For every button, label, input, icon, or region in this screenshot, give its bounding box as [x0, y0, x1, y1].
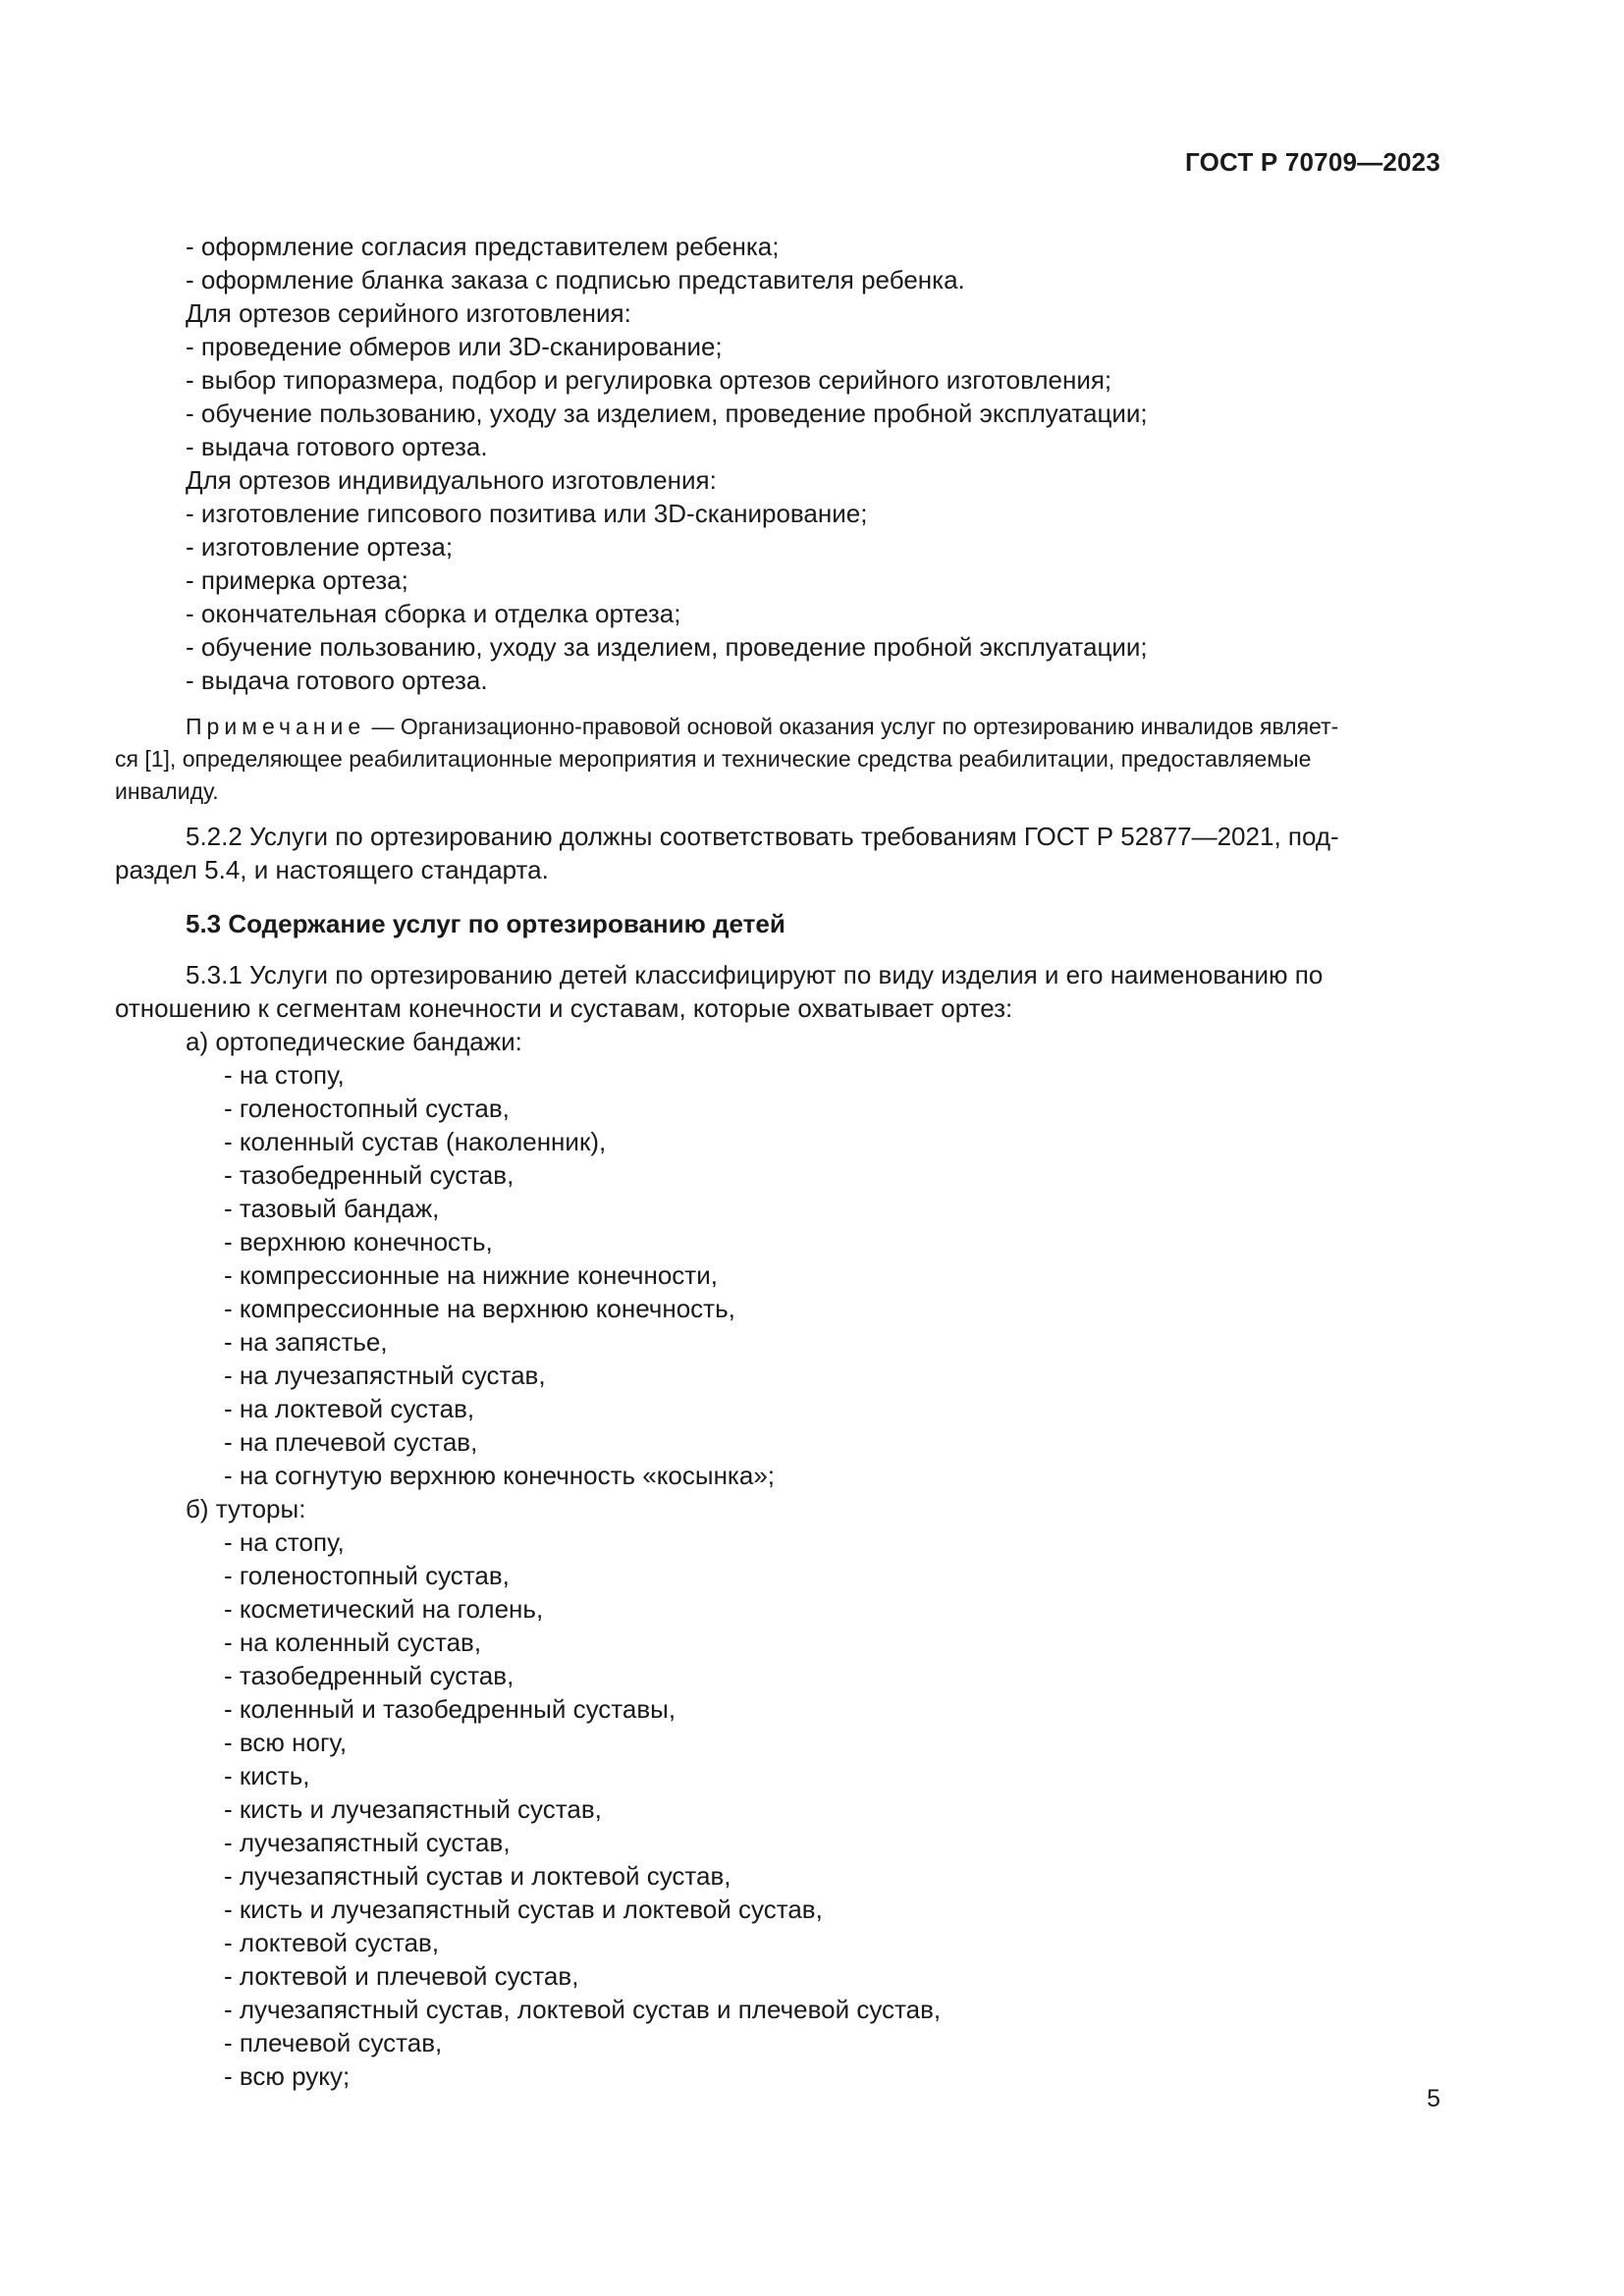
list-subheading: Для ортезов индивидуального изготовления:: [186, 465, 717, 495]
list-item: - тазовый бандаж,: [224, 1194, 440, 1223]
list-item: - лучезапястный сустав, локтевой сустав и плечевой сустав,: [224, 1995, 942, 2024]
list-item: - выбор типоразмера, подбор и регулировка ортезов серийного изготовления;: [186, 365, 1112, 395]
list-item: - окончательная сборка и отделка ортеза;: [186, 599, 681, 628]
note-text: инвалиду.: [115, 778, 219, 804]
list-subheading: Для ортезов серийного изготовления:: [186, 298, 631, 328]
paragraph-5-3-1: 5.3.1 Услуги по ортезированию детей классифицируют по виду изделия и его наименованию по: [186, 960, 1324, 989]
section-heading-5-3: 5.3 Содержание услуг по ортезированию детей: [186, 909, 785, 938]
list-item: - обучение пользованию, уходу за изделием, проведение пробной эксплуатации;: [186, 399, 1148, 428]
group-b-title: б) туторы:: [186, 1494, 306, 1523]
list-item: - примерка ортеза;: [186, 565, 408, 595]
list-item: - лучезапястный сустав и локтевой сустав,: [224, 1861, 731, 1891]
list-item: - выдача готового ортеза.: [186, 666, 488, 695]
list-item: - на стопу,: [224, 1060, 345, 1090]
page-number: 5: [1427, 2085, 1440, 2112]
list-item: - кисть,: [224, 1761, 310, 1790]
list-item: - компрессионные на нижние конечности,: [224, 1260, 718, 1290]
list-item: - локтевой и плечевой сустав,: [224, 1961, 579, 1991]
list-item: - оформление согласия представителем ребенка;: [186, 232, 780, 261]
list-item: - всю руку;: [224, 2061, 351, 2091]
list-item: - голеностопный сустав,: [224, 1561, 510, 1590]
list-item: - всю ногу,: [224, 1728, 348, 1757]
note-text: ся [1], определяющее реабилитационные мероприятия и технические средства реабилитации, предоставляемые: [115, 746, 1312, 772]
list-item: - выдача готового ортеза.: [186, 432, 488, 461]
list-item: - коленный и тазобедренный суставы,: [224, 1694, 677, 1724]
note-text: — Организационно-правовой основой оказания услуг по ортезированию инвалидов являет-: [371, 714, 1339, 739]
note-label: Примечание: [186, 714, 366, 739]
list-item: - изготовление ортеза;: [186, 532, 454, 561]
list-item: - на лучезапястный сустав,: [224, 1361, 546, 1390]
list-item: - на стопу,: [224, 1527, 345, 1557]
group-a-title: а) ортопедические бандажи:: [186, 1027, 522, 1056]
list-item: - локтевой сустав,: [224, 1928, 440, 1957]
list-item: - на плечевой сустав,: [224, 1427, 478, 1457]
list-item: - коленный сустав (наколенник),: [224, 1127, 607, 1156]
list-item: - на согнутую верхнюю конечность «косынка»;: [224, 1461, 776, 1490]
list-item: - на локтевой сустав,: [224, 1394, 475, 1423]
list-item: - компрессионные на верхнюю конечность,: [224, 1294, 735, 1323]
list-item: - кисть и лучезапястный сустав и локтевой сустав,: [224, 1895, 823, 1924]
list-item: - оформление бланка заказа с подписью представителя ребенка.: [186, 265, 965, 294]
list-item: - на коленный сустав,: [224, 1628, 482, 1657]
paragraph-5-3-1: отношению к сегментам конечности и суставам, которые охватывает ортез:: [115, 993, 1013, 1023]
list-item: - голеностопный сустав,: [224, 1094, 510, 1123]
list-item: - верхнюю конечность,: [224, 1227, 493, 1256]
paragraph-5-2-2: раздел 5.4, и настоящего стандарта.: [115, 855, 549, 884]
list-item: - проведение обмеров или 3D-сканирование;: [186, 332, 723, 361]
paragraph-5-2-2: 5.2.2 Услуги по ортезированию должны соответствовать требованиям ГОСТ Р 52877—2021, под-: [186, 822, 1339, 851]
list-item: - тазобедренный сустав,: [224, 1661, 514, 1690]
list-item: - плечевой сустав,: [224, 2028, 443, 2057]
note-first-line: [186, 710, 1338, 743]
list-item: - тазобедренный сустав,: [224, 1160, 514, 1190]
list-item: - изготовление гипсового позитива или 3D-сканирование;: [186, 499, 868, 528]
list-item: - кисть и лучезапястный сустав,: [224, 1794, 602, 1824]
list-item: - обучение пользованию, уходу за изделием, проведение пробной эксплуатации;: [186, 632, 1148, 662]
list-item: - на запястье,: [224, 1327, 388, 1357]
list-item: - лучезапястный сустав,: [224, 1828, 511, 1857]
document-code: ГОСТ Р 70709—2023: [1185, 147, 1440, 177]
list-item: - косметический на голень,: [224, 1594, 544, 1624]
